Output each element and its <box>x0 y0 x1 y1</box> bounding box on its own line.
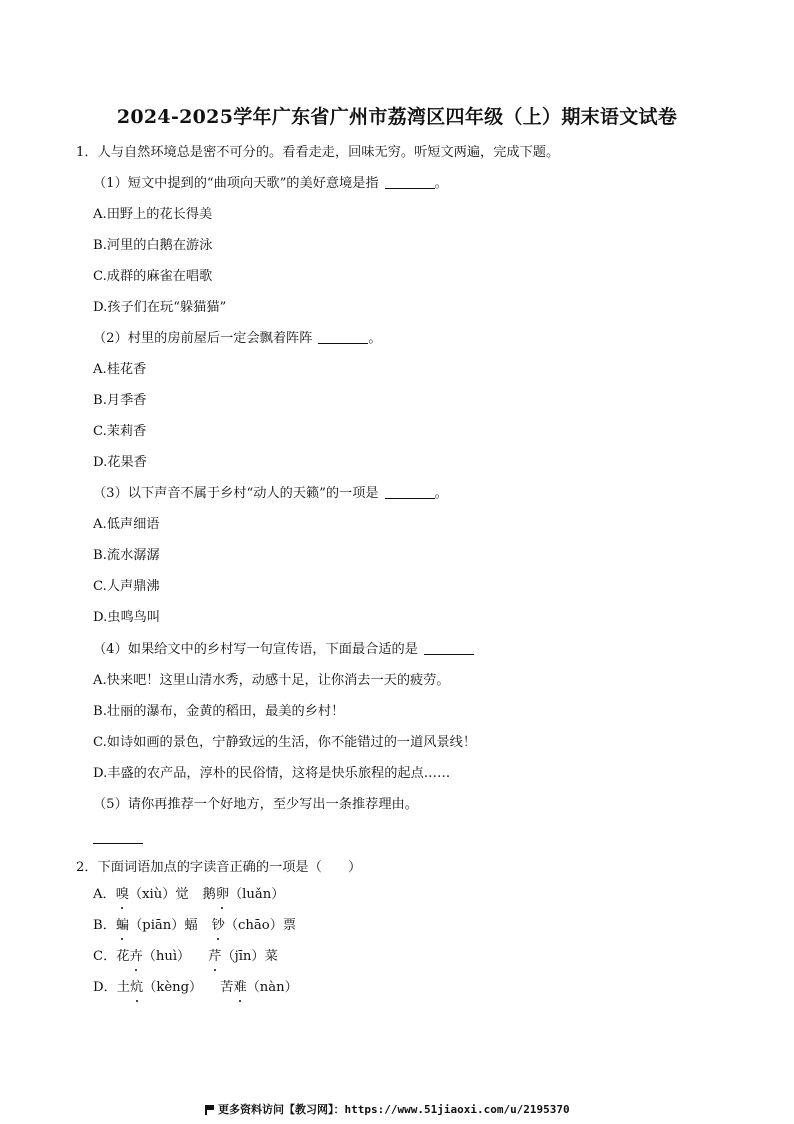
dotted-char: 芹 <box>208 949 222 964</box>
q1-sub1 <box>93 175 448 193</box>
q1-sub3 <box>93 485 448 503</box>
q1-sub2-tail: 。 <box>368 331 382 346</box>
word-text: 苦 <box>220 980 234 995</box>
pinyin-text: （xiù）觉 <box>128 887 189 902</box>
pinyin-text: （piān）蝠 <box>129 918 198 933</box>
q1-sub2-text: （2）村里的房前屋后一定会飘着阵阵 <box>93 331 313 346</box>
q1-sub4-option-c: C.如诗如画的景色，宁静致远的生活，你不能错过的一道风景线！ <box>93 735 477 750</box>
answer-blank[interactable] <box>93 843 143 844</box>
q1-sub3-option-b: B.流水潺潺 <box>93 548 160 563</box>
option-label: C． <box>93 949 117 964</box>
answer-blank[interactable] <box>385 188 435 189</box>
q1-sub2-option-c: C.茉莉香 <box>93 424 147 439</box>
q1-sub1-option-a: A.田野上的花长得美 <box>93 207 213 222</box>
q1-sub1-option-c: C.成群的麻雀在唱歌 <box>93 269 213 284</box>
footer <box>205 1101 570 1117</box>
word-text: 土 <box>116 980 130 995</box>
pinyin-text: （luǎn） <box>229 887 285 902</box>
answer-blank[interactable] <box>318 343 368 344</box>
q2-option-c <box>93 948 278 966</box>
q1-sub2 <box>93 330 382 348</box>
dotted-char: 难 <box>233 980 247 995</box>
q1-sub2-option-d: D.花果香 <box>93 455 147 470</box>
q1-sub4-option-a: A.快来吧！这里山清水秀，动感十足，让你消去一天的疲劳。 <box>93 673 450 688</box>
option-label: B． <box>93 918 116 933</box>
flag-icon <box>205 1105 214 1114</box>
footer-link[interactable]: 更多资料访问【教习网】：https://www.51jiaoxi.com/u/2195370 <box>218 1103 570 1116</box>
q2-option-a <box>93 886 284 904</box>
dotted-char: 钞 <box>211 918 225 933</box>
dotted-char: 炕 <box>129 980 144 995</box>
pinyin-text: （jīn）菜 <box>221 949 278 964</box>
q1-sub1-text: （1）短文中提到的“曲项向天歌”的美好意境是指 <box>93 176 379 191</box>
pinyin-text: （chāo）票 <box>224 918 297 933</box>
pinyin-text: （huì） <box>142 949 191 964</box>
q1-sub3-option-d: D.虫鸣鸟叫 <box>93 610 161 625</box>
q1-stem: 1．人与自然环境总是密不可分的。看看走走，回味无穷。听短文两遍，完成下题。 <box>76 145 560 160</box>
dotted-char: 嗅 <box>115 887 129 902</box>
word-text: 花 <box>116 949 130 964</box>
option-label: D． <box>93 980 117 995</box>
q2-stem: 2．下面词语加点的字读音正确的一项是（ ） <box>76 860 362 875</box>
q1-sub1-option-d: D.孩子们在玩“躲猫猫” <box>93 300 227 315</box>
q2-option-d <box>93 979 298 997</box>
q1-sub5: （5）请你再推荐一个好地方，至少写出一条推荐理由。 <box>93 797 418 812</box>
q1-sub2-option-a: A.桂花香 <box>93 362 147 377</box>
option-label: A． <box>93 887 116 902</box>
q1-sub4 <box>93 641 474 659</box>
answer-blank[interactable] <box>385 498 435 499</box>
answer-blank[interactable] <box>424 654 474 655</box>
q1-sub1-option-b: B.河里的白鹅在游泳 <box>93 238 213 253</box>
q1-sub4-text: （4）如果给文中的乡村写一句宣传语，下面最合适的是 <box>93 642 418 657</box>
pinyin-text: （nàn） <box>246 980 298 995</box>
page-title: 2024-2025学年广东省广州市荔湾区四年级（上）期末语文试卷 <box>116 106 678 128</box>
q1-sub3-text: （3）以下声音不属于乡村“动人的天籁”的一项是 <box>93 486 379 501</box>
q2-option-b <box>93 917 296 935</box>
q1-sub3-option-a: A.低声细语 <box>93 517 160 532</box>
dotted-char: 卉 <box>129 949 143 964</box>
q1-sub3-tail: 。 <box>434 486 448 501</box>
q1-sub3-option-c: C.人声鼎沸 <box>93 579 160 594</box>
pinyin-text: （kèng） <box>143 980 203 995</box>
q1-sub4-option-b: B.壮丽的瀑布，金黄的稻田，最美的乡村！ <box>93 704 345 719</box>
dotted-char: 蝙 <box>115 918 130 933</box>
word-text: 鹅 <box>202 887 216 902</box>
dotted-char: 卵 <box>215 887 229 902</box>
q1-sub4-option-d: D.丰盛的农产品，淳朴的民俗情，这将是快乐旅程的起点…… <box>93 766 451 781</box>
q1-sub1-tail: 。 <box>434 176 448 191</box>
q1-sub2-option-b: B.月季香 <box>93 393 147 408</box>
